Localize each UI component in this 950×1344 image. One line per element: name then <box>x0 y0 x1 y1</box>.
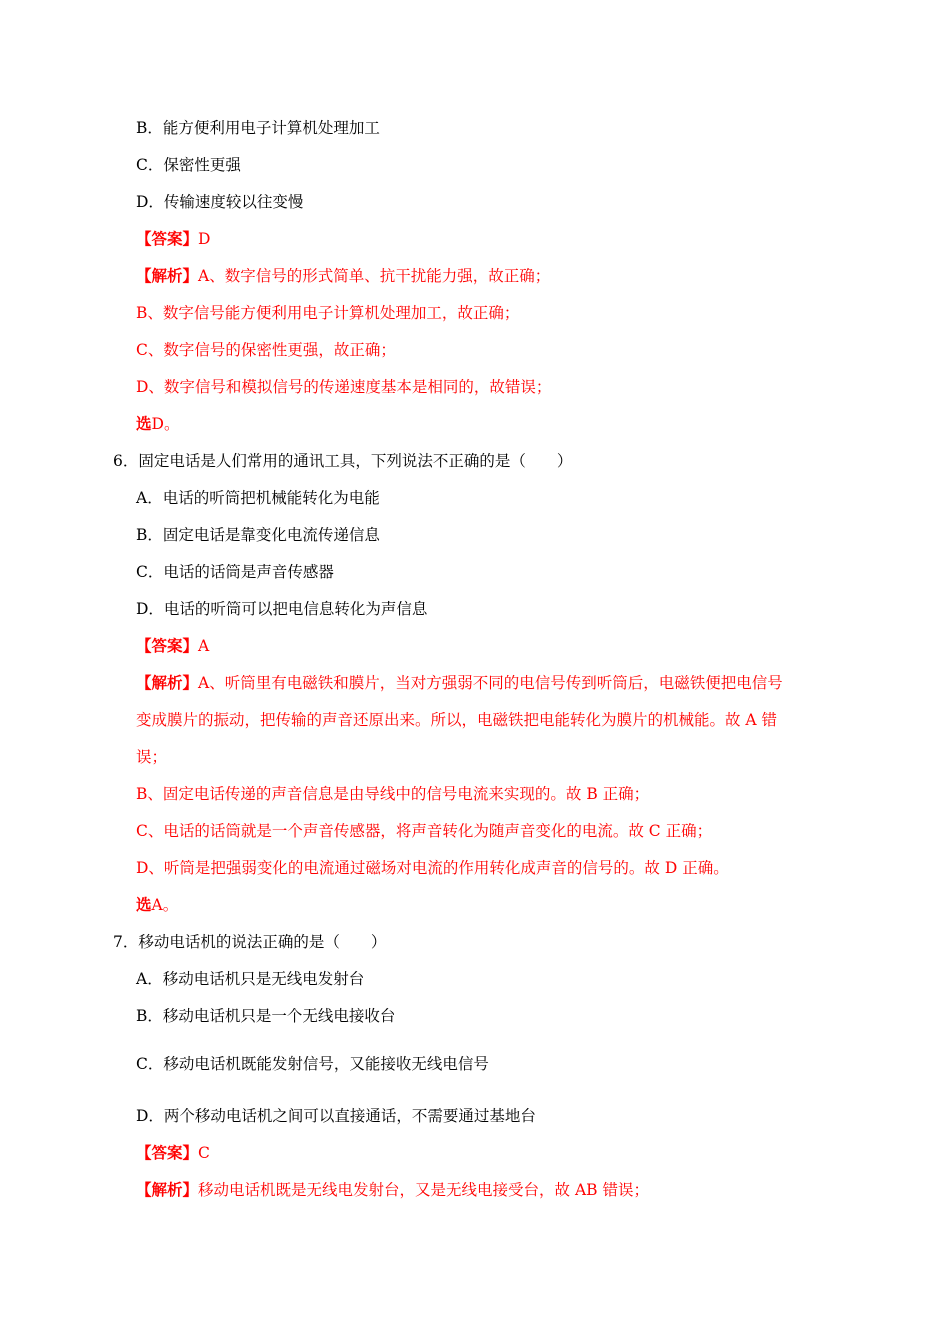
q6-option-a: A．电话的听筒把机械能转化为电能 <box>136 489 380 507</box>
q7-question: 7．移动电话机的说法正确的是（ ） <box>113 933 387 951</box>
q7-answer <box>136 1143 210 1163</box>
q6-option-c: C．电话的话筒是声音传感器 <box>136 563 334 581</box>
q5-select <box>136 414 179 434</box>
answer-value: A <box>198 637 210 655</box>
answer-label: 【答案】 <box>136 1143 199 1162</box>
answer-label: 【答案】 <box>136 636 199 655</box>
q6-option-d: D．电话的听筒可以把电信息转化为声信息 <box>136 600 428 618</box>
answer-value: D <box>198 230 211 248</box>
q6-analysis-a-line1 <box>136 673 783 693</box>
q6-analysis-a-line2: 变成膜片的振动，把传输的声音还原出来。所以，电磁铁把电能转化为膜片的机械能。故 A 错 <box>136 711 778 729</box>
q5-option-d: D．传输速度较以往变慢 <box>136 193 304 211</box>
q7-option-b: B．移动电话机只是一个无线电接收台 <box>136 1007 396 1025</box>
analysis-label: 【解析】 <box>136 266 199 285</box>
q5-analysis-d: D、数字信号和模拟信号的传递速度基本是相同的，故错误； <box>136 378 552 396</box>
q5-option-b: B．能方便利用电子计算机处理加工 <box>136 119 380 137</box>
q7-option-c: C．移动电话机既能发射信号，又能接收无线电信号 <box>136 1055 489 1073</box>
analysis-label: 【解析】 <box>136 1180 199 1199</box>
answer-label: 【答案】 <box>136 229 199 248</box>
q6-analysis-d: D、听筒是把强弱变化的电流通过磁场对电流的作用转化成声音的信号的。故 D 正确。 <box>136 859 729 877</box>
q5-analysis-a <box>136 266 550 286</box>
analysis-label: 【解析】 <box>136 673 199 692</box>
q7-analysis <box>136 1180 649 1200</box>
q6-option-b: B．固定电话是靠变化电流传递信息 <box>136 526 380 544</box>
q6-analysis-a-line3: 误； <box>136 748 168 766</box>
select-value: A。 <box>151 896 179 914</box>
answer-value: C <box>198 1144 210 1162</box>
analysis-text: A、听筒里有电磁铁和膜片，当对方强弱不同的电信号传到听筒后，电磁铁便把电信号 <box>198 674 783 692</box>
q5-analysis-b: B、数字信号能方便利用电子计算机处理加工，故正确； <box>136 304 520 322</box>
q5-option-c: C．保密性更强 <box>136 156 241 174</box>
q6-analysis-c: C、电话的话筒就是一个声音传感器，将声音转化为随声音变化的电流。故 C 正确； <box>136 822 713 840</box>
q6-answer <box>136 636 209 656</box>
select-label: 选 <box>136 414 152 433</box>
q7-option-d: D．两个移动电话机之间可以直接通话，不需要通过基地台 <box>136 1107 536 1125</box>
select-value: D。 <box>151 415 180 433</box>
analysis-text: 移动电话机既是无线电发射台，又是无线电接受台，故 AB 错误； <box>198 1181 649 1199</box>
q5-analysis-c: C、数字信号的保密性更强，故正确； <box>136 341 396 359</box>
q6-question: 6．固定电话是人们常用的通讯工具，下列说法不正确的是（ ） <box>113 452 573 470</box>
q6-analysis-b: B、固定电话传递的声音信息是由导线中的信号电流来实现的。故 B 正确； <box>136 785 650 803</box>
q5-answer <box>136 229 210 249</box>
q6-select <box>136 895 178 915</box>
q7-option-a: A．移动电话机只是无线电发射台 <box>136 970 365 988</box>
analysis-text: A、数字信号的形式简单、抗干扰能力强，故正确； <box>198 267 551 285</box>
select-label: 选 <box>136 895 152 914</box>
